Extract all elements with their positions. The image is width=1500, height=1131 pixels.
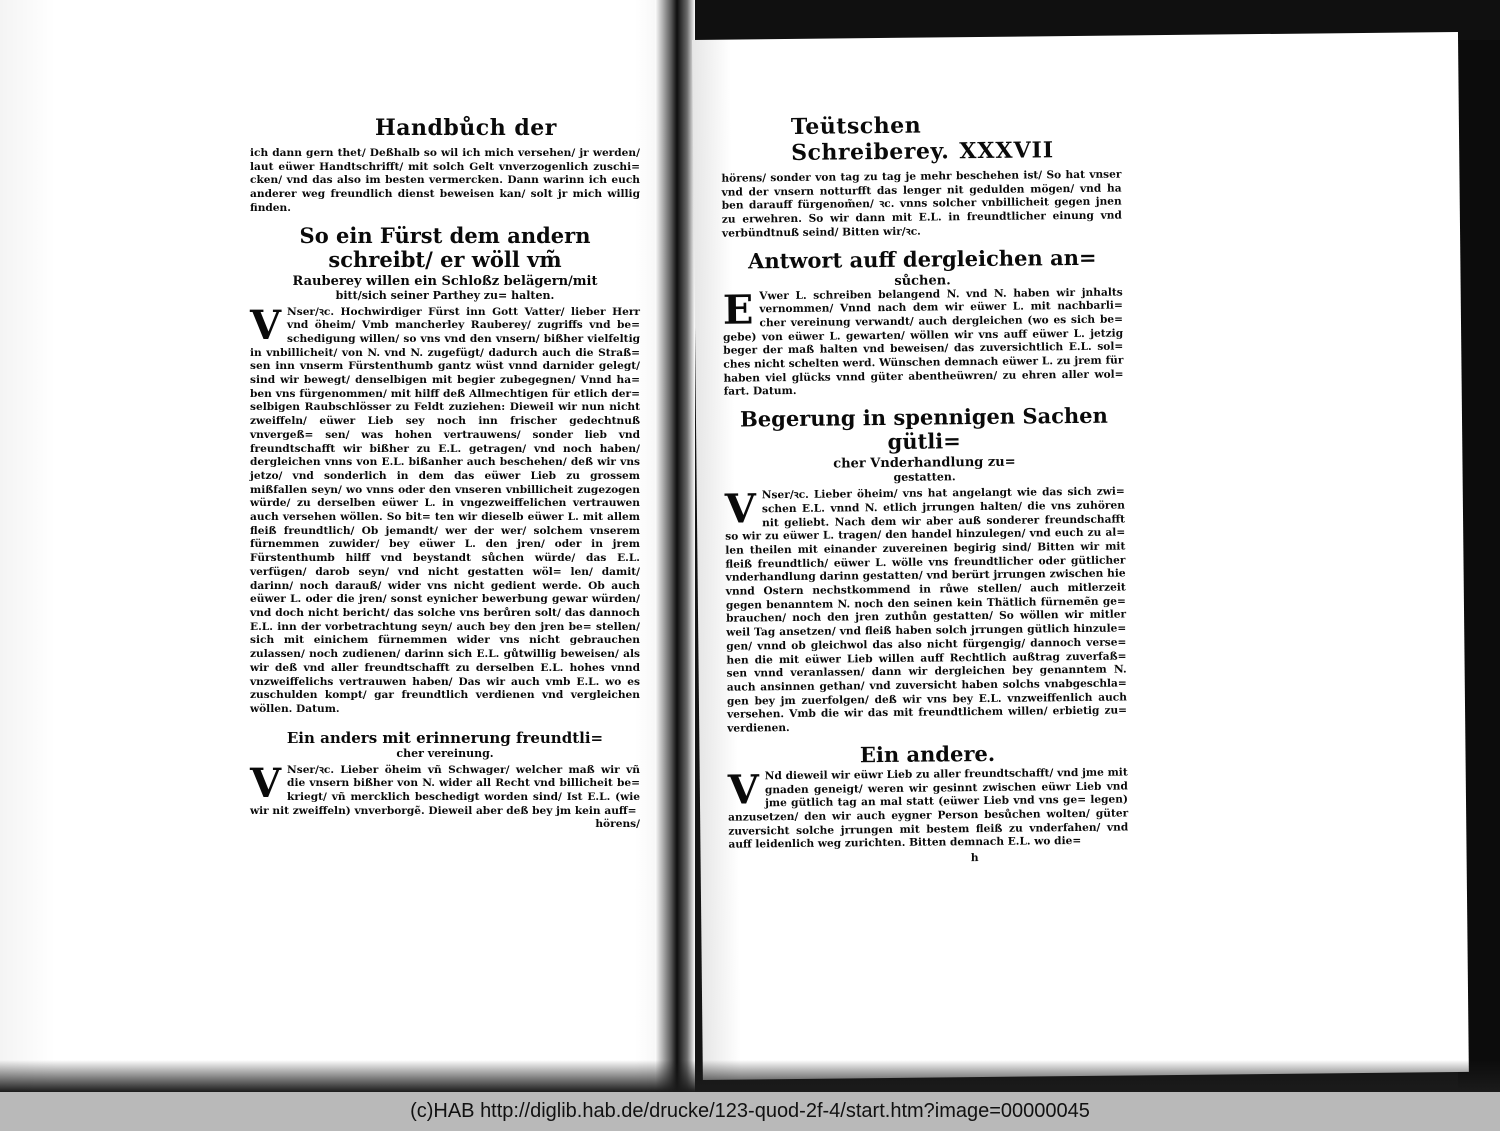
right-continuation-text: hörens/ sonder von tag zu tag je mehr beschehen ist/ So hat vnser vnd der vnsern notturfft das lenger nit gedulden mögen/ vnd ha ben darauff fürgenom̃en/ ꝛc. vnns solcher vnbillicheit gegen jnen zu erwehren. So wir dann mit E.L. in freundtlicher einung vnd verbündtnuß seind/ Bitten wir/ꝛc. <box>721 168 1122 240</box>
answer-initial: E <box>722 285 754 334</box>
copyright-url-text: (c)HAB http://diglib.hab.de/drucke/123-quod-2f-4/start.htm?image=00000045 <box>410 1100 1090 1122</box>
answer-heading-line2: sůchen. <box>894 272 951 289</box>
answer-heading-line1: Antwort auff dergleichen an= <box>747 244 1097 273</box>
scan-shadow-bottom <box>0 1060 1500 1092</box>
letter2-heading-line2: cher vereinung. <box>396 746 494 760</box>
right-text-column <box>721 111 1129 867</box>
copyright-footer <box>0 1092 1500 1131</box>
letter2-heading-line1: Ein anders mit erinnerung freundtli= <box>286 728 604 747</box>
folio-number: XXXVII <box>959 137 1055 165</box>
letter2-text: Nser/ꝛc. Lieber öheim vñ Schwager/ welcher maß wir vñ die vnsern bißher von N. wider all Recht vnd billicheit be= kriegt/ vñ mercklich beschedigt worden sind/ Ist E.L. (wie wir nit zweiffeln) vnverborgẽ. Dieweil aber deß bey jm kein auff= <box>250 763 640 817</box>
request-heading-line2: cher Vnderhandlung zu= <box>833 454 1016 472</box>
request-heading-line3: gestatten. <box>893 470 956 485</box>
answer-body <box>723 286 1124 400</box>
answer-text: Vwer L. schreiben belangend N. vnd N. haben wir jnhalts vernommen/ Vnnd nach dem wir eüwer L. mit nachbarli= cher vereinung verwandt/ auch dergleichen (wo es sich be= gebe) von eüwer L. gewarten/ wöllen wir vns auff eüwer L. jetzig beger der maß halten vnd beweisen/ das zuversichtlich E.L. sol= ches nicht schelten werd. Wünschen demnach eüwer L. zu jrem für haben viel glücks vnnd güter abentheüwren/ zu ehren aller wol= fart. Datum. <box>723 286 1124 399</box>
request-initial: V <box>724 485 757 533</box>
letter2-body <box>250 759 640 819</box>
letter1-heading-line2: Rauberey willen ein Schloßz belägern/mit <box>292 273 598 289</box>
request-text: Nser/ꝛc. Lieber öheim/ vns hat angelangt wie das sich zwi= schen E.L. vnnd N. etlich jrrungen halten/ die vns zuhören nit geliebt. Nach dem wir aber auß sonderer freundschafft so wir zu eüwer L. tragen/ den handel hinzulegen/ vnd euch zu al= len theilen mit einander zuvereinen begirig sind/ Bitten wir mit fleiß freundtlich/ eüwer L. wölle vns freundtlicher oder gütlicher vnderhandlung darinn gestatten/ vnd berürt jrrungen zwischen hie vnnd Ostern nechstkommend in růwe stellen/ auch mitlerzeit gegen benanntem N. noch den seinen kein Thätlich fürnemẽn ge= brauchen/ noch den jren zuthůn gestatten/ So wöllen wir mitler weil Tag ansetzen/ vnd fleiß haben solch jrrungen gütlich hinzule= gen/ vnnd ob gleichwol das also nicht fürgengig/ dannoch verse= hen die mit eüwer Lieb willen auff Rechtlich außtrag zuverfaß= sen vnnd veranlassen/ dann wir dergleichen bey genanntem N. auch ansinnen gethan/ vnd zuversicht haben solchs vnabgeschla= gen bey jm zuerfolgen/ deß wir vns bey E.L. vnzweiffenlich auch versehen. Vmb die wir das mit freundtlichem willen/ erbietig zu= verdienen. <box>725 485 1128 735</box>
left-page <box>0 0 690 1092</box>
right-running-head <box>721 111 1122 167</box>
left-text-column <box>250 115 640 830</box>
letter1-initial: V <box>250 301 282 349</box>
letter2-initial: V <box>250 759 282 807</box>
letter1-body <box>250 301 640 717</box>
left-continuation-text: ich dann gern thet/ Deßhalb so wil ich mich versehen/ jr werden/ laut eüwer Handtschrifft/ mit solch Gelt vnverzogenlich zuschi= cken/ vnd das also im besten vermercken. Dann warinn ich euch anderer weg freundlich dienst beweisen kan/ solt jr mich willig finden. <box>250 147 640 214</box>
left-catchword: hörens/ <box>595 818 640 831</box>
other-text: Nd dieweil wir eüwr Lieb zu aller freundtschafft/ vnd jme mit gnaden geneigt/ weren wir gesinnt zwischen eüwr Lieb vnd jme gütlich tag an mal statt (eüwer Lieb vnd vns ge= legen) anzusetzen/ den wir auch eygner Person besůchen wolten/ güter zuversicht solche jrrungen mit bestem fleiß zu vnderfahen/ vnd auff leidenlich weg zurichten. Bitten demnach E.L. wo die= <box>728 766 1129 851</box>
right-page <box>692 32 1469 1080</box>
other-initial: V <box>727 766 760 814</box>
other-body <box>728 766 1129 852</box>
left-running-head: Handbůch der <box>375 115 557 141</box>
right-signature-mark: h <box>970 852 979 865</box>
right-running-head-title: Teütschen Schreiberey. <box>790 112 950 166</box>
other-heading: Ein andere. <box>859 740 996 768</box>
letter1-heading-line3: bitt/sich seiner Parthey zu= halten. <box>335 288 555 302</box>
book-gutter <box>655 0 695 1092</box>
request-body <box>725 486 1128 737</box>
letter1-text: Nser/ꝛc. Hochwirdiger Fürst inn Gott Vatter/ lieber Herr vnd öheim/ Vmb mancherley Rauberey/ zugriffs vnd be= schedigung willen/ so vns vnd den vnsern/ bißher vielfeltig in vnbillicheit/ von N. vnd N. zugefügt/ dadurch auch die Straß= sen inn vnserm Fürstenthumb gantz wüst vnnd darnider gelegt/ sind wir bewegt/ denselbigen mit begier zubegegnen/ Vnnd ha= ben vns fürgenommen/ mit hilff deß Allmechtigen für etlich der= selbigen Raubschlösser zu Feldt zuziehen: Dieweil wir nun nicht zweiffeln/ eüwer Lieb sey noch inn frischer gedechtnuß vnvergeß= sen/ was hohen vertrauwens/ sonder lieb vnd freundtschafft wir bißher zu E.L. getragen/ vnd noch haben/ dergleichen vnns von E.L. bißanher auch beschehen/ deß wir vns jetzo/ vnd sonderlich in dem das eüwer Lieb zu grossem mißfallen seyn/ wo vnns oder den vnseren vnbillicheit zugezogen würde/ zu derselben eüwer L. in vngezweiffelichen vertrauwen auch versehen wöllen. So bit= ten wir dieselb eüwer L. mit allem fleiß freundtlich/ Ob jemandt/ wer der wer/ solchem vnserem fürnemmen zuwider/ bey eüwer L. den jren/ oder in jrem Fürstenthumb hilff vnd beystandt sůchen würde/ das E.L. verfügen/ darob seyn/ vnd nicht gestatten wöl= len/ damit/ darinn/ noch darauß/ wider vns nicht gedient werde. Ob auch eüwer L. oder die jren/ sonst eynicher bewerbung gewar würden/ vnd doch nicht bericht/ das solche vns berůren solt/ das dannoch E.L. inn der vorbetrachtung seyn/ auch bey den jren be= stellen/ sich mit einichem fürnemmen wider vns nicht gebrauchen zulassen/ noch zudienen/ darinn sich E.L. gůtwillig beweisen/ als wir deß vnd aller freundtschafft zu derselben E.L. hohes vnnd vnzweiffelichs vertrauwen haben/ Das wir auch vmb E.L. wo es zuschulden kompt/ gar freundtlich verdienen vnd vergleichen wöllen. Datum. <box>250 305 640 715</box>
request-heading-line1: Begerung in spennigen Sachen gütli= <box>739 402 1108 455</box>
letter1-heading-line1: So ein Fürst dem andern schreibt/ er wöll vm̃ <box>299 222 591 272</box>
